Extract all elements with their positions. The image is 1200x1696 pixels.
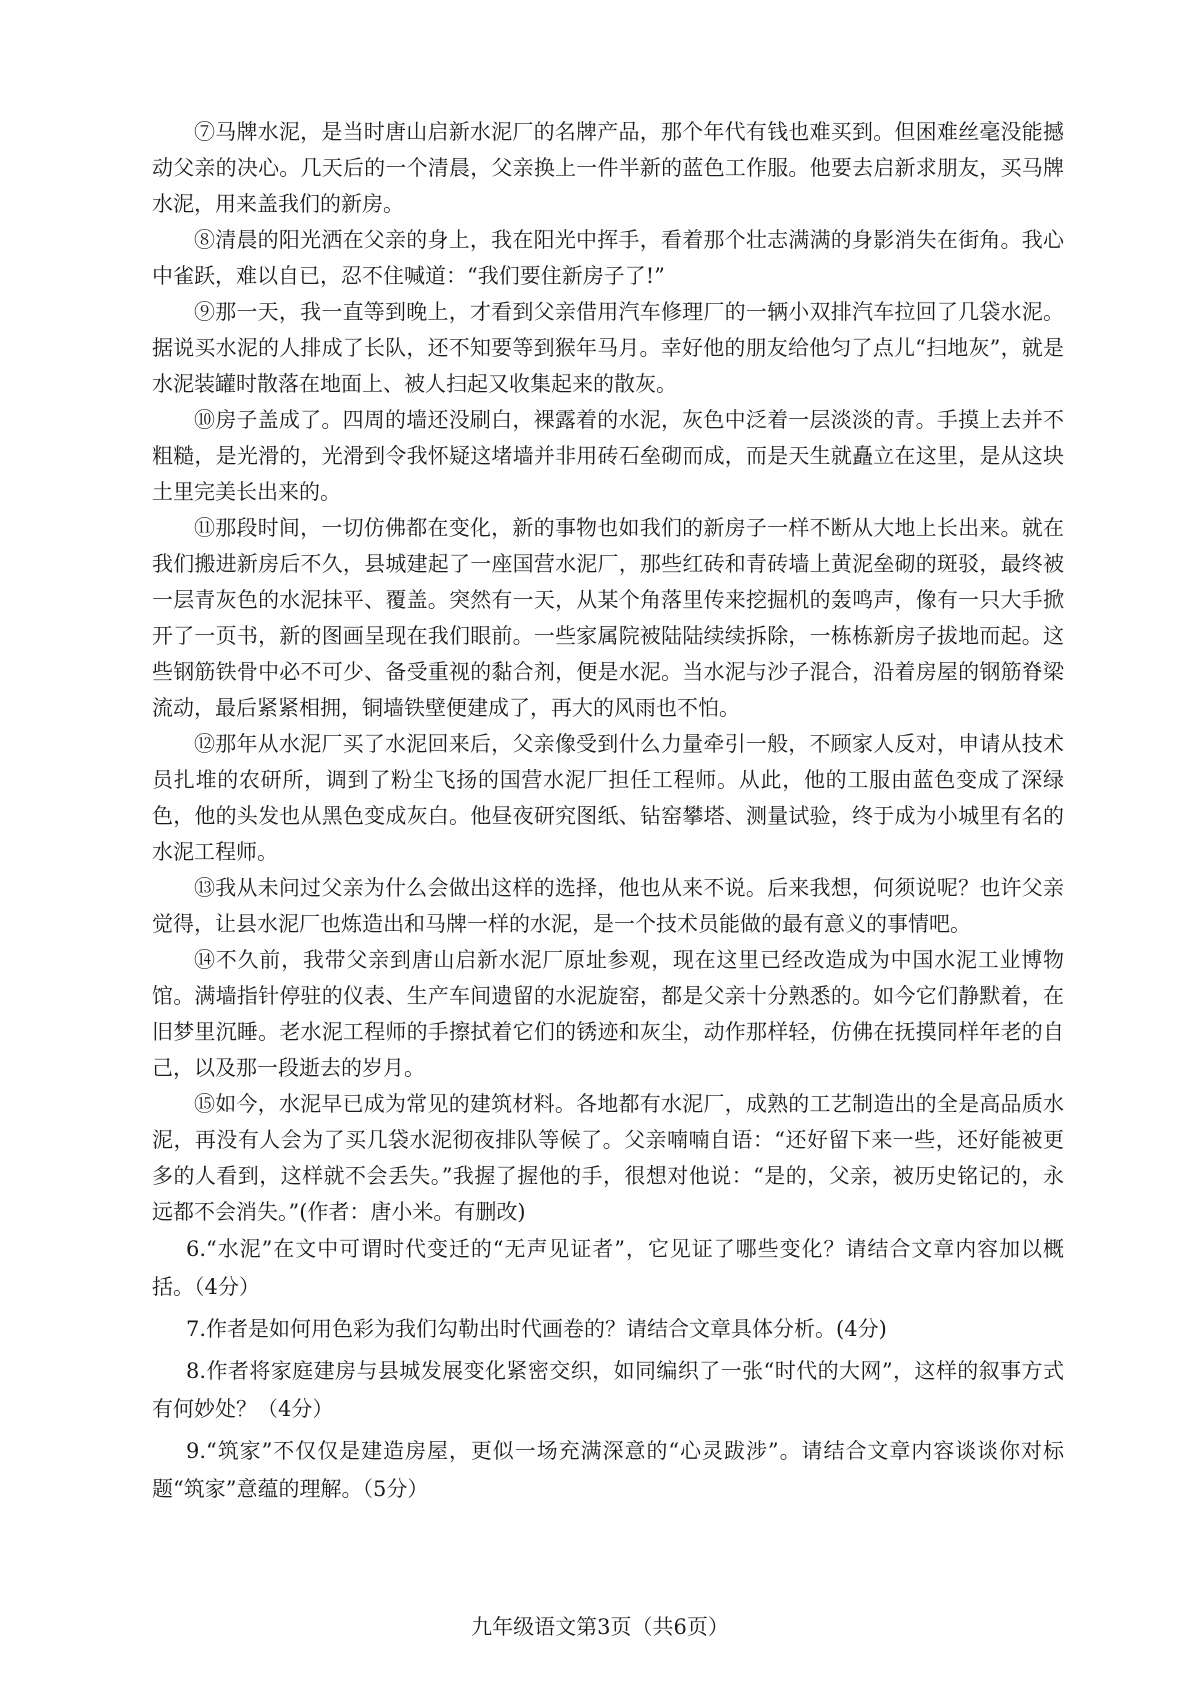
question-9: 9.“筑家”不仅仅是建造房屋，更似一场充满深意的“心灵跋涉”。请结合文章内容谈谈你对标题“筑家”意蕴的理解。（5分） <box>152 1439 1064 1501</box>
paragraph-7: ⑦马牌水泥，是当时唐山启新水泥厂的名牌产品，那个年代有钱也难买到。但困难丝毫没能撼动父亲的决心。几天后的一个清晨，父亲换上一件半新的蓝色工作服。他要去启新求朋友，买马牌水泥，用来盖我们的新房。 <box>152 120 1064 216</box>
paragraph-15: ⑮如今，水泥早已成为常见的建筑材料。各地都有水泥厂，成熟的工艺制造出的全是高品质水泥，再没有人会为了买几袋水泥彻夜排队等候了。父亲喃喃自语：“还好留下来一些，还好能被更多的人看到，这样就不会丢失。”我握了握他的手，很想对他说：“是的，父亲，被历史铭记的，永远都不会消失。”(作者：唐小米。有删改) <box>152 1092 1064 1224</box>
question-8: 8.作者将家庭建房与县城发展变化紧密交织，如同编织了一张“时代的大网”，这样的叙事方式有何妙处？（4分） <box>152 1359 1064 1421</box>
question-7: 7.作者是如何用色彩为我们勾勒出时代画卷的？请结合文章具体分析。(4分) <box>186 1317 887 1341</box>
paragraph-14: ⑭不久前，我带父亲到唐山启新水泥厂原址参观，现在这里已经改造成为中国水泥工业博物馆。满墙指针停驻的仪表、生产车间遗留的水泥旋窑，都是父亲十分熟悉的。如今它们静默着，在旧梦里沉睡。老水泥工程师的手擦拭着它们的锈迹和灰尘，动作那样轻，仿佛在抚摸同样年老的自己，以及那一段逝去的岁月。 <box>152 948 1064 1080</box>
document-body <box>152 114 1064 1508</box>
paragraph-12: ⑫那年从水泥厂买了水泥回来后，父亲像受到什么力量牵引一般，不顾家人反对，申请从技术员扎堆的农研所，调到了粉尘飞扬的国营水泥厂担任工程师。从此，他的工服由蓝色变成了深绿色，他的头发也从黑色变成灰白。他昼夜研究图纸、钻窑攀塔、测量试验，终于成为小城里有名的水泥工程师。 <box>152 732 1064 864</box>
paragraph-10: ⑩房子盖成了。四周的墙还没刷白，裸露着的水泥，灰色中泛着一层淡淡的青。手摸上去并不粗糙，是光滑的，光滑到令我怀疑这堵墙并非用砖石垒砌而成，而是天生就矗立在这里，是从这块土里完美长出来的。 <box>152 408 1064 504</box>
paragraph-13: ⑬我从未问过父亲为什么会做出这样的选择，他也从来不说。后来我想，何须说呢？也许父亲觉得，让县水泥厂也炼造出和马牌一样的水泥，是一个技术员能做的最有意义的事情吧。 <box>152 876 1064 936</box>
page-footer: 九年级语文第3页（共6页） <box>471 1615 729 1639</box>
paragraph-8: ⑧清晨的阳光洒在父亲的身上，我在阳光中挥手，看着那个壮志满满的身影消失在街角。我心中雀跃，难以自已，忍不住喊道：“我们要住新房子了!” <box>152 228 1064 288</box>
paragraph-11: ⑪那段时间，一切仿佛都在变化，新的事物也如我们的新房子一样不断从大地上长出来。就在我们搬进新房后不久，县城建起了一座国营水泥厂，那些红砖和青砖墙上黄泥垒砌的斑驳，最终被一层青灰色的水泥抹平、覆盖。突然有一天，从某个角落里传来挖掘机的轰鸣声，像有一只大手掀开了一页书，新的图画呈现在我们眼前。一些家属院被陆陆续续拆除，一栋栋新房子拔地而起。这些钢筋铁骨中必不可少、备受重视的黏合剂，便是水泥。当水泥与沙子混合，沿着房屋的钢筋脊梁流动，最后紧紧相拥，铜墙铁壁便建成了，再大的风雨也不怕。 <box>152 516 1064 720</box>
paragraph-9: ⑨那一天，我一直等到晚上，才看到父亲借用汽车修理厂的一辆小双排汽车拉回了几袋水泥。据说买水泥的人排成了长队，还不知要等到猴年马月。幸好他的朋友给他匀了点儿“扫地灰”，就是水泥装罐时散落在地面上、被人扫起又收集起来的散灰。 <box>152 300 1064 396</box>
question-6: 6.“水泥”在文中可谓时代变迁的“无声见证者”，它见证了哪些变化？请结合文章内容加以概括。（4分） <box>152 1237 1064 1299</box>
